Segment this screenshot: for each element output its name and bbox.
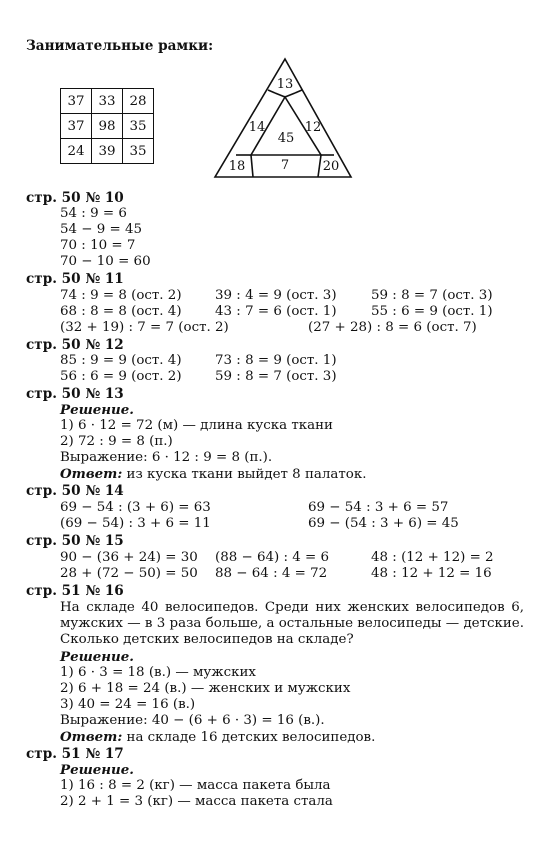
solution-line: 1) 16 : 8 = 2 (кг) — масса пакета была — [60, 778, 331, 793]
equation: (32 + 19) : 7 = 7 (ост. 2) — [60, 320, 229, 335]
grid-cell: 37 — [61, 114, 92, 139]
grid-cell: 37 — [61, 89, 92, 114]
divider — [268, 90, 275, 93]
solution-line: 1) 6 · 3 = 18 (в.) — мужских — [60, 665, 256, 680]
grid-cell: 33 — [92, 89, 123, 114]
divider — [318, 155, 321, 177]
answer-label: Ответ: — [60, 729, 123, 745]
equation: 69 − 54 : 3 + 6 = 57 — [308, 500, 449, 515]
section-heading: стр. 50 № 12 — [26, 337, 124, 353]
section-heading: стр. 50 № 11 — [26, 271, 124, 287]
equation: 74 : 9 = 8 (ост. 2) — [60, 288, 182, 303]
grid-cell: 39 — [92, 139, 123, 164]
section-heading: стр. 50 № 13 — [26, 386, 124, 402]
equation: 48 : 12 + 12 = 16 — [371, 566, 492, 581]
answer-line — [60, 729, 375, 746]
grid-cell: 28 — [123, 89, 154, 114]
solution-label: Решение. — [60, 649, 134, 665]
grid-cell: 24 — [61, 139, 92, 164]
answer-line — [60, 466, 366, 483]
solution-line: 54 : 9 = 6 — [60, 206, 127, 221]
equation: 85 : 9 = 9 (ост. 4) — [60, 353, 182, 368]
grid-cell: 35 — [123, 139, 154, 164]
tri-bottom-right: 20 — [322, 159, 340, 174]
equation: (69 − 54) : 3 + 6 = 11 — [60, 516, 211, 531]
problem-text — [60, 600, 524, 649]
problem-line: На складе 40 велосипедов. Среди них женских велосипедов 6, — [60, 600, 524, 615]
tri-bottom-mid: 7 — [280, 158, 290, 173]
section-heading: стр. 50 № 10 — [26, 190, 124, 206]
solution-line: 2) 72 : 9 = 8 (п.) — [60, 434, 173, 449]
section-heading: стр. 50 № 15 — [26, 533, 124, 549]
tri-center: 45 — [277, 131, 295, 146]
divider — [285, 93, 295, 97]
equation: 69 − (54 : 3 + 6) = 45 — [308, 516, 459, 531]
answer-label: Ответ: — [60, 466, 123, 482]
equation: 68 : 8 = 8 (ост. 4) — [60, 304, 182, 319]
grid-cell: 35 — [123, 114, 154, 139]
tri-bottom-left: 18 — [228, 159, 246, 174]
solution-line: 3) 40 = 24 = 16 (в.) — [60, 697, 196, 712]
equation: 56 : 6 = 9 (ост. 2) — [60, 369, 182, 384]
tri-right: 12 — [304, 120, 322, 135]
divider — [295, 90, 302, 93]
solution-line: 2) 2 + 1 = 3 (кг) — масса пакета стала — [60, 794, 333, 809]
expression-line: Выражение: 6 · 12 : 9 = 8 (п.). — [60, 450, 273, 465]
divider — [251, 155, 253, 177]
solution-line: 54 − 9 = 45 — [60, 222, 143, 237]
page-title: Занимательные рамки: — [26, 38, 214, 54]
equation: (27 + 28) : 8 = 6 (ост. 7) — [308, 320, 477, 335]
equation: 55 : 6 = 9 (ост. 1) — [371, 304, 493, 319]
section-heading: стр. 50 № 14 — [26, 483, 124, 499]
triangle-frame — [213, 57, 353, 181]
equation: 73 : 8 = 9 (ост. 1) — [215, 353, 337, 368]
section-heading: стр. 51 № 16 — [26, 583, 124, 599]
equation: 39 : 4 = 9 (ост. 3) — [215, 288, 337, 303]
equation: 90 − (36 + 24) = 30 — [60, 550, 198, 565]
equation: (88 − 64) : 4 = 6 — [215, 550, 330, 565]
equation: 43 : 7 = 6 (ост. 1) — [215, 304, 337, 319]
solution-line: 70 − 10 = 60 — [60, 254, 151, 269]
grid-cell: 98 — [92, 114, 123, 139]
solution-label: Решение. — [60, 762, 134, 778]
section-heading: стр. 51 № 17 — [26, 746, 124, 762]
equation: 59 : 8 = 7 (ост. 3) — [215, 369, 337, 384]
equation: 28 + (72 − 50) = 50 — [60, 566, 198, 581]
solution-line: 70 : 10 = 7 — [60, 238, 136, 253]
solution-line: 2) 6 + 18 = 24 (в.) — женских и мужских — [60, 681, 351, 696]
equation: 69 − 54 : (3 + 6) = 63 — [60, 500, 211, 515]
solution-line: 1) 6 · 12 = 72 (м) — длина куска ткани — [60, 418, 333, 433]
problem-line: Сколько детских велосипедов на складе? — [60, 632, 354, 648]
answer-text: на складе 16 детских велосипедов. — [122, 730, 376, 745]
answer-text: из куска ткани выйдет 8 палаток. — [122, 467, 367, 482]
problem-line: мужских — в 3 раза больше, а остальные велосипеды — детские. — [60, 616, 524, 632]
expression-line: Выражение: 40 − (6 + 6 · 3) = 16 (в.). — [60, 713, 325, 728]
equation: 48 : (12 + 12) = 2 — [371, 550, 494, 565]
tri-left: 14 — [248, 120, 266, 135]
equation: 59 : 8 = 7 (ост. 3) — [371, 288, 493, 303]
solution-label: Решение. — [60, 402, 134, 418]
divider — [275, 93, 285, 97]
number-grid — [60, 88, 154, 164]
tri-top: 13 — [276, 77, 294, 92]
equation: 88 − 64 : 4 = 72 — [215, 566, 328, 581]
